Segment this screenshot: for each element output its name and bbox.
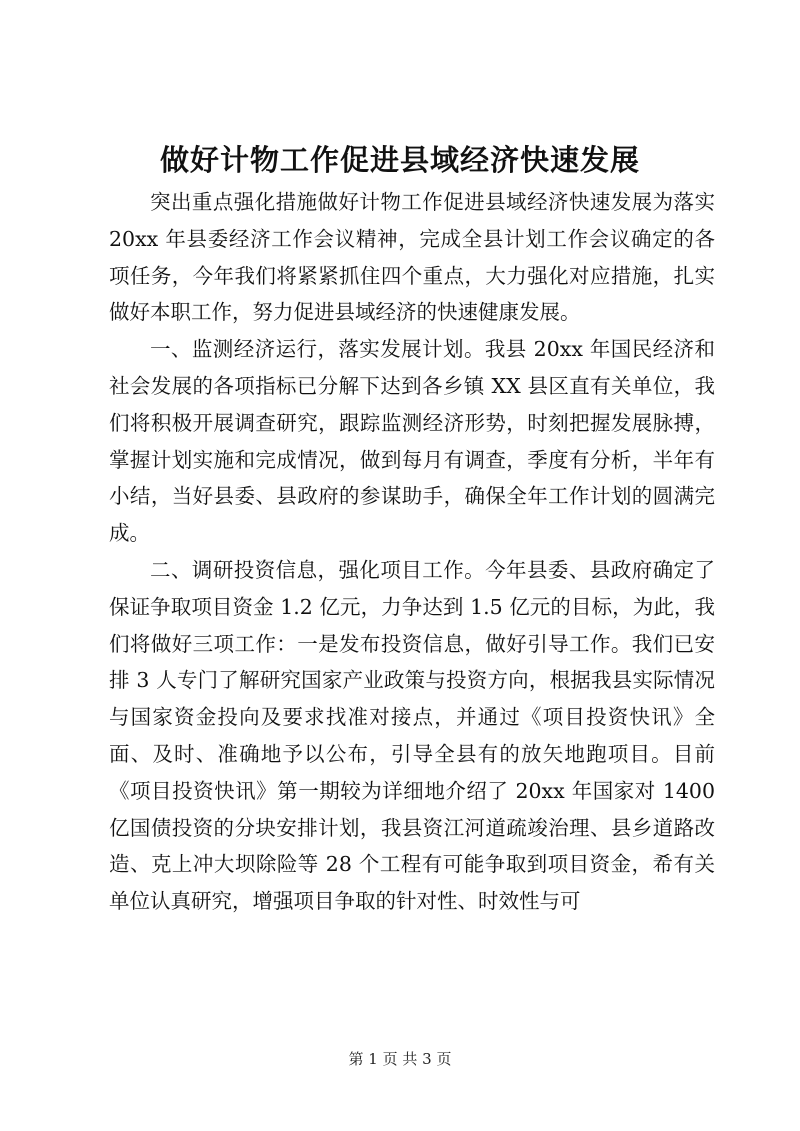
document-body (109, 184, 715, 920)
document-title: 做好计物工作促进县域经济快速发展 (159, 143, 640, 177)
paragraph-section-2: 二、调研投资信息，强化项目工作。今年县委、县政府确定了保证争取项目资金 1.2 亿元，力争达到 1.5 亿元的目标，为此，我们将做好三项工作：一是发布投资信息，做好引导工作。我们已安排 3 人专门了解研究国家产业政策与投资方向，根据我县实际情况与国家资金投向及要求找准对接点，并通过《项目投资快讯》全面、及时、准确地予以公布，引导全县有的放矢地跑项目。目前《项目投资快讯》第一期较为详细地介绍了 20xx 年国家对 1400 亿国债投资的分块安排计划，我县资江河道疏竣治理、县乡道路改造、克上冲大坝除险等 28 个工程有可能争取到项目资金，希有关单位认真研究，增强项目争取的针对性、时效性与可 (109, 557, 715, 914)
paragraph-section-1: 一、监测经济运行，落实发展计划。我县 20xx 年国民经济和社会发展的各项指标已分解下达到各乡镇 XX 县区直有关单位，我们将积极开展调查研究，跟踪监测经济形势，时刻把握发展脉搏，掌握计划实施和完成情况，做到每月有调查，季度有分析，半年有小结，当好县委、县政府的参谋助手，确保全年工作计划的圆满完成。 (109, 337, 715, 546)
paragraph-intro: 突出重点强化措施做好计物工作促进县域经济快速发展为落实 20xx 年县委经济工作会议精神，完成全县计划工作会议确定的各项任务，今年我们将紧紧抓住四个重点，大力强化对应措施，扎实做好本职工作，努力促进县域经济的快速健康发展。 (109, 190, 715, 325)
page-footer: 第 1 页 共 3 页 (348, 1050, 452, 1068)
